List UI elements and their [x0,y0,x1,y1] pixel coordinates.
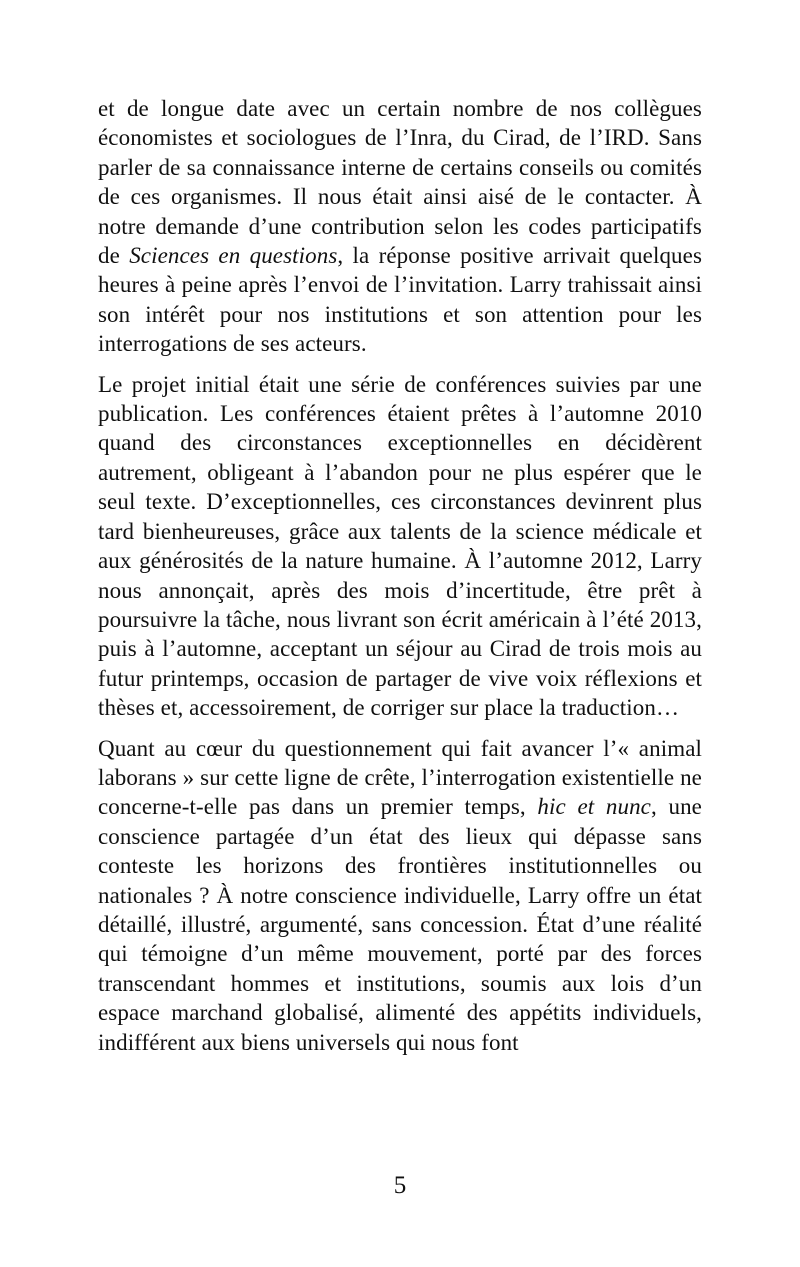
body-text: , une conscience partagée d’un état des lieux qui dépasse sans conteste les horizons des frontières institutionnelles ou nationales ? À notre conscience individuelle, Larry offre un état détaillé, illustré, argumenté, sans concession. État d’une réalité qui témoigne d’un même mouvement, porté par des forces transcendant hommes et institutions, soumis aux lois d’un espace marchand globalisé, alimenté des appétits individuels, indifférent aux biens universels qui nous font [98,794,702,1055]
body-text: et de longue date avec un certain nombre de nos collègues économistes et sociologues de l’Inra, du Cirad, de l’IRD. Sans parler de sa connaissance interne de certains conseils ou comités de ces organismes. Il nous était ainsi aisé de le contacter. À notre demande d’une contribution selon les codes participatifs de [98,96,702,269]
paragraph [98,734,702,1057]
page-body [98,94,702,1057]
page-number: 5 [393,1172,407,1199]
paragraph [98,94,702,359]
italic-text: Sciences en questions [129,243,338,269]
paragraph [98,370,702,723]
body-text: , la réponse positive arrivait quelques heures à peine après l’envoi de l’invitation. Larry trahissait ainsi son intérêt pour nos institutions et son attention pour les interrogations de ses acteurs. [98,243,703,357]
italic-text: hic et nunc [537,794,651,820]
body-text: Le projet initial était une série de conférences suivies par une publication. Les conférences étaient prêtes à l’automne 2010 quand des circonstances exceptionnelles en décidèrent autrement, obligeant à l’abandon pour ne plus espérer que le seul texte. D’exceptionnelles, ces circonstances devinrent plus tard bienheureuses, grâce aux talents de la science médicale et aux générosités de la nature humaine. À l’automne 2012, Larry nous annonçait, après des mois d’incertitude, être prêt à poursuivre la tâche, nous livrant son écrit américain à l’été 2013, puis à l’automne, acceptant un séjour au Cirad de trois mois au futur printemps, occasion de partager de vive voix réflexions et thèses et, accessoirement, de corriger sur place la traduction… [98,371,702,721]
body-text: Quant au cœur du questionnement qui fait avancer l’« animal laborans » sur cette ligne de crête, l’interrogation existentielle ne concerne-t-elle pas dans un premier temps, [98,735,702,820]
